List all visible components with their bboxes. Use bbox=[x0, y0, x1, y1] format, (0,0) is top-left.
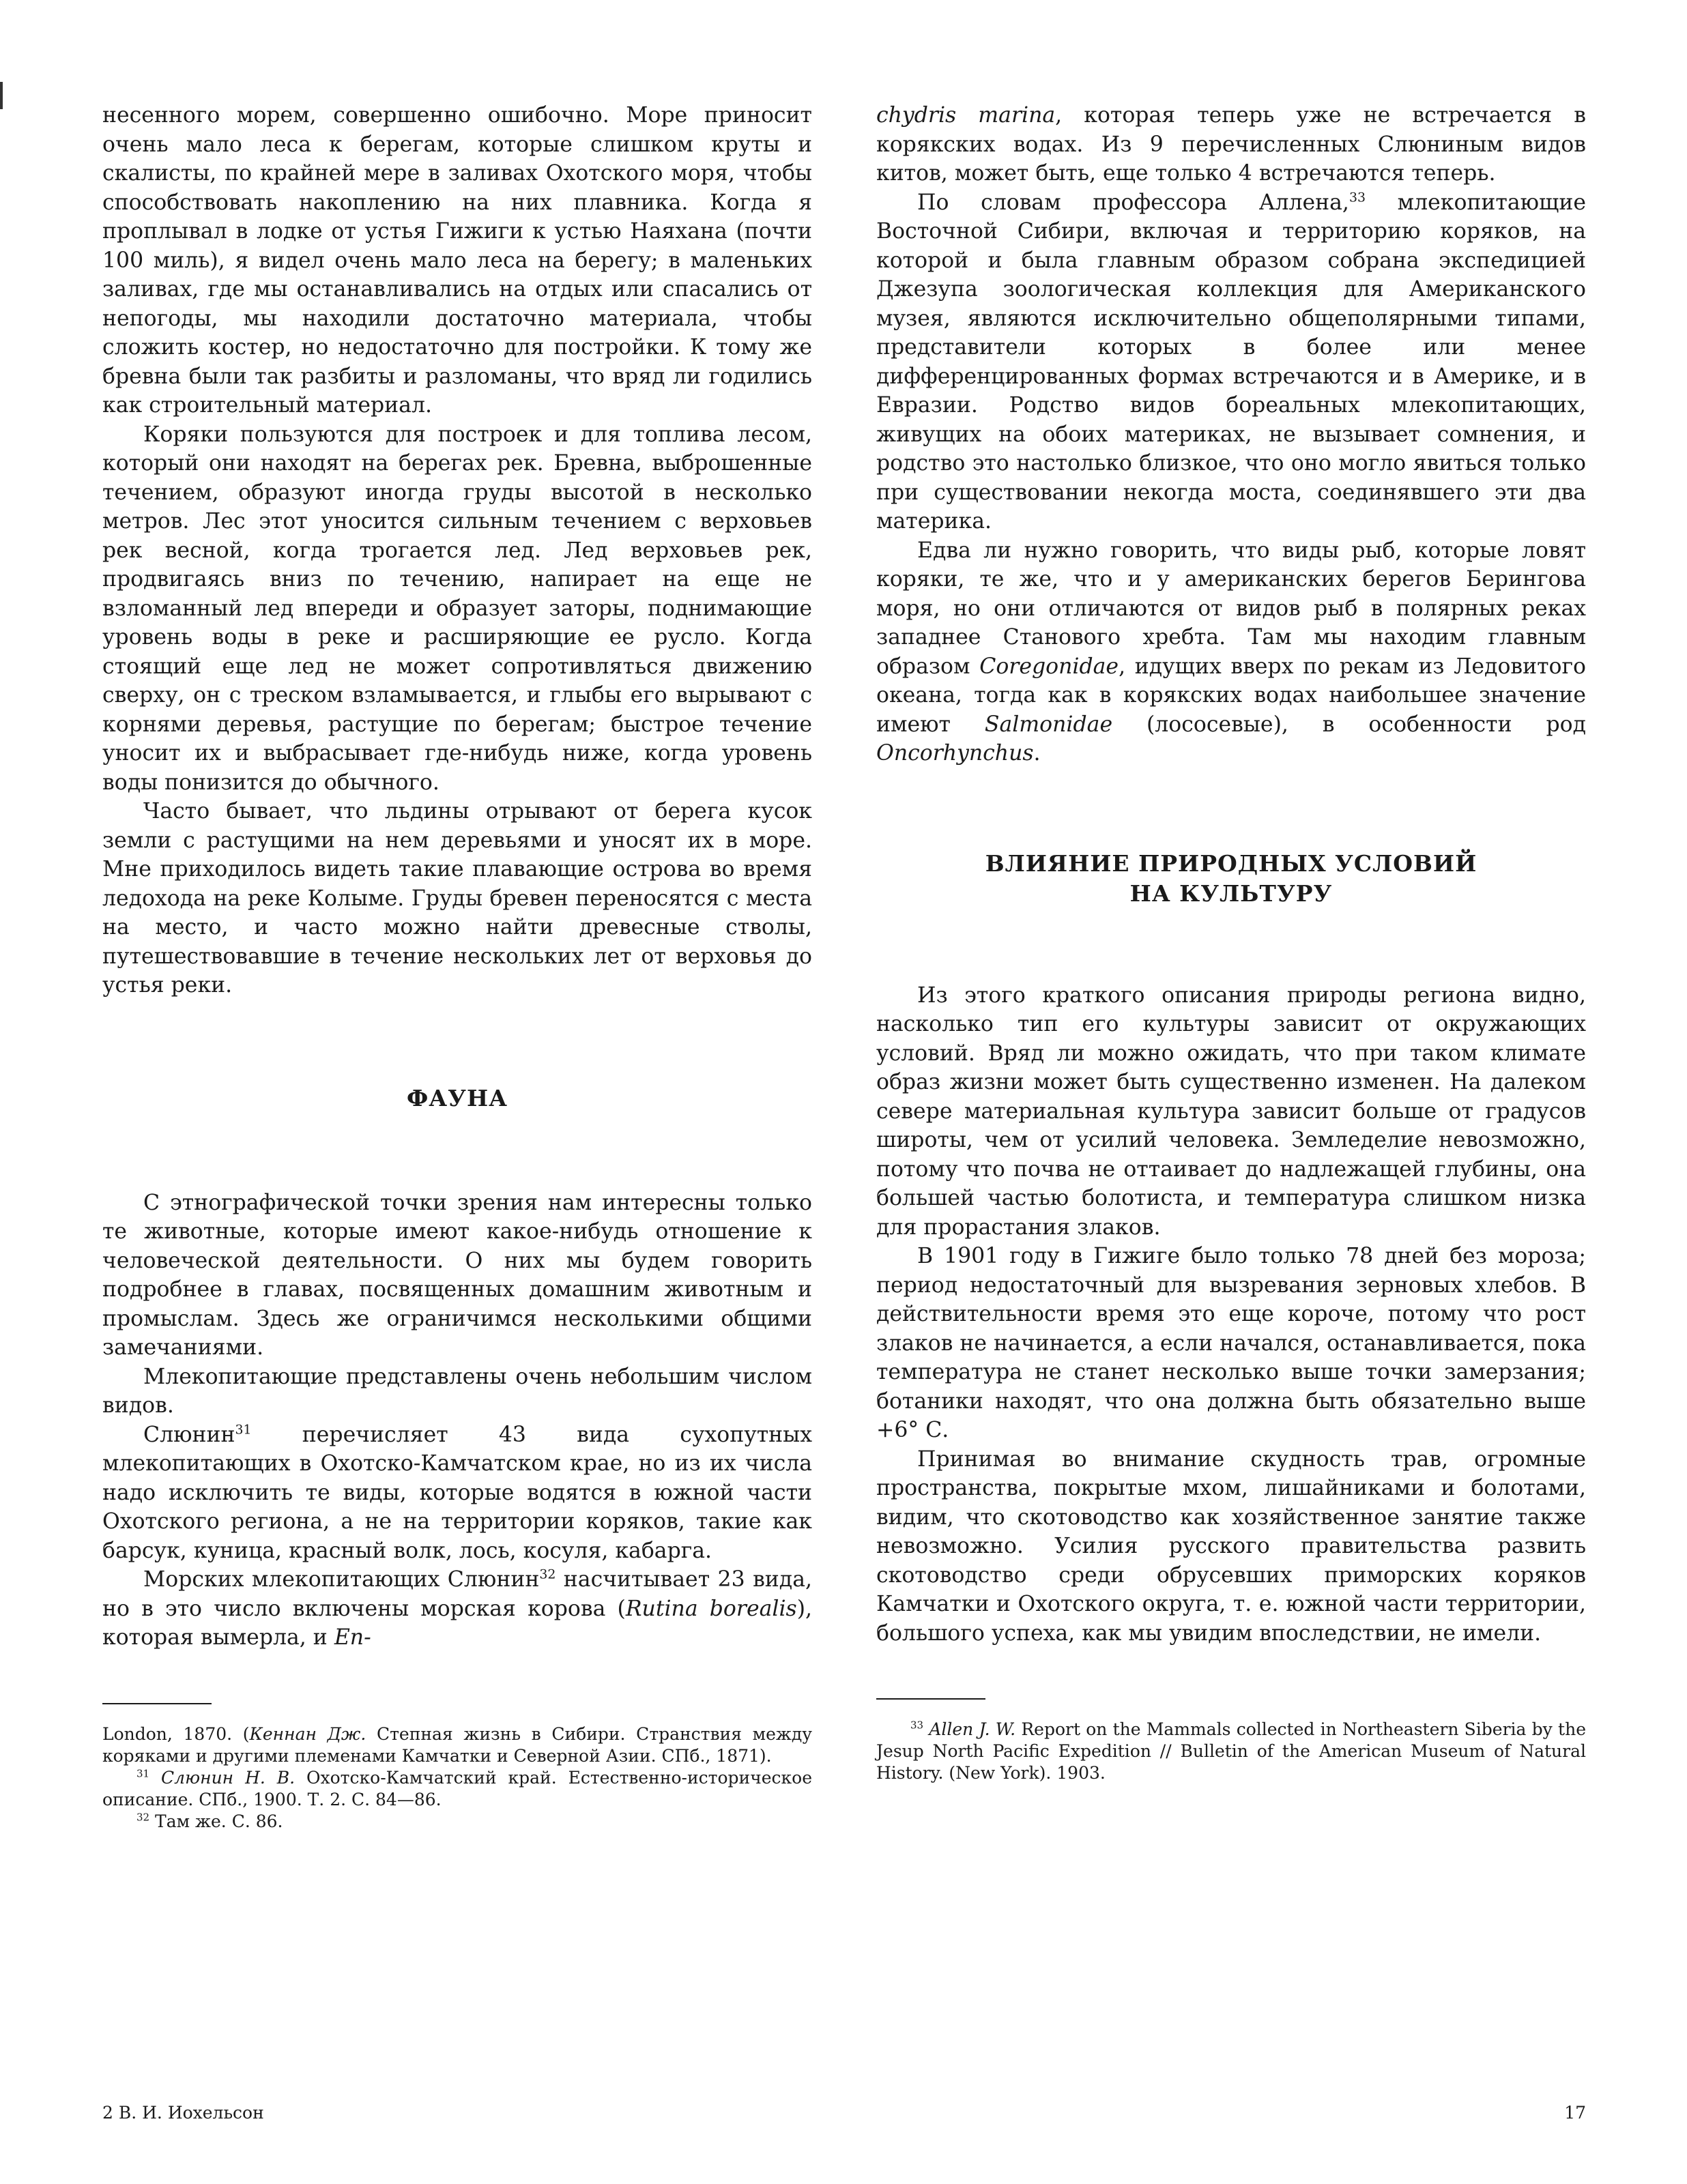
latin-name: Oncorhynchus bbox=[876, 741, 1034, 766]
text-span: (лососевые), в особенности род bbox=[1112, 712, 1586, 737]
text-span: перечисляет 43 вида сухопутных млекопитающих в Охотско-Камчатском крае, но из их числа надо исключить те виды, которые водятся в южной части Охотского региона, а не на территории коряков, такие как барсук, куница, красный волк, лось, косуля, кабарга. bbox=[102, 1422, 812, 1563]
text-span: Морских млекопитающих Слюнин bbox=[143, 1567, 540, 1592]
paragraph-whales bbox=[876, 101, 1586, 188]
latin-name: Salmonidae bbox=[984, 712, 1113, 737]
paragraph-driftwood-continued: несенного морем, совершенно ошибочно. Море приносит очень мало леса к берегам, которые слишком круты и скалисты, по крайней мере в заливах Охотского моря, чтобы способствовать накоплению на них плавника. Когда я проплывал в лодке от устья Гижиги к устью Наяхана (почти 100 миль), я видел очень мало леса на берегу; в маленьких заливах, где мы останавливались на отдых или спасались от непогоды, мы находили достаточно материала, чтобы сложить костер, но недостаточно для постройки. К тому же бревна были так разбиты и разломаны, что вряд ли годились как строительный материал. bbox=[102, 103, 812, 418]
text-span: . bbox=[1033, 741, 1041, 766]
latin-name: Coregonidae bbox=[979, 654, 1119, 679]
footnote-ref-31: 31 bbox=[235, 1422, 252, 1437]
right-column bbox=[876, 101, 1586, 1784]
section-heading-fauna: ФАУНА bbox=[406, 1084, 508, 1111]
footnote-number: 31 bbox=[136, 1767, 150, 1780]
heading-line: НА КУЛЬТУРУ bbox=[1129, 879, 1333, 907]
text-span: По словам профессора Аллена, bbox=[917, 190, 1349, 215]
author-name: Allen J. W. bbox=[929, 1719, 1016, 1739]
footnote-ref-33: 33 bbox=[1349, 190, 1366, 205]
paragraph-culture-intro: Из этого краткого описания природы региона видно, насколько тип его культуры зависит от окружающих условий. Вряд ли можно ожидать, что при таком климате образ жизни может быть существенно изменен. На далеком севере материальная культура зависит больше от градусов широты, чем от усилий человека. Земледелие невозможно, потому что почва не оттаивает до надлежащей глубины, она большей частью болотиста, и температура слишком низка для прорастания злаков. bbox=[876, 982, 1586, 1240]
latin-name: Rutina borealis bbox=[625, 1596, 797, 1621]
scan-edge-mark bbox=[0, 82, 3, 109]
paragraph-fish bbox=[876, 536, 1586, 768]
paragraph-fauna-intro: С этнографической точки зрения нам интересны только те животные, которые имеют какое-нибудь отношение к человеческой деятельности. О них мы будем говорить подробнее в главах, посвященных домашним животным и промыслам. Здесь же ограничимся несколькими общими замечаниями. bbox=[102, 1190, 812, 1360]
text-span: Охотско-Камчатский край. Естественно-историческое описание. СПб., 1900. Т. 2. С. 84—86. bbox=[102, 1767, 812, 1809]
text-span: млекопитающие Восточной Сибири, включая и территорию коряков, на которой и была главным образом собрана экспедицией Джезупа зоологическая коллекция для Американского музея, являются исключительно общеполярными типами, представители которых в более или менее дифференцированных формах встречаются и в Америке, и в Евразии. Родство видов бореальных млекопитающих, живущих на обоих материках, не вызывает сомнения, и родство это настолько близкое, что оно могло явиться только при существовании некогда моста, соединявшего эти два материка. bbox=[876, 190, 1586, 534]
text-span: Степная жизнь в Сибири. Странствия между коряками и другими племенами Камчатки и Северной Азии. СПб., 1871). bbox=[102, 1723, 812, 1766]
text-span: Report on the Mammals collected in Northeastern Siberia by the Jesup North Pacific Expedition // Bulletin of the American Museum of Natural History. (New York). 1903. bbox=[876, 1719, 1586, 1783]
footnotes-right bbox=[876, 1719, 1586, 1784]
text-span: , идущих вверх по рекам из Ледовитого океана, тогда как в корякских водах наибольшее значение имеют bbox=[876, 654, 1586, 737]
footnote-number: 32 bbox=[136, 1811, 150, 1824]
footnote-number: 33 bbox=[910, 1719, 924, 1732]
author-name: Слюнин bbox=[143, 1422, 235, 1447]
paragraph-allen bbox=[876, 188, 1586, 536]
culture-body-text bbox=[876, 981, 1586, 1648]
author-name: Кеннан Дж. bbox=[249, 1723, 366, 1744]
paragraph-sea-mammals bbox=[102, 1565, 812, 1652]
latin-name: chydris marina bbox=[876, 103, 1056, 128]
paragraph-land-mammals bbox=[102, 1421, 812, 1566]
text-span: Едва ли нужно говорить, что виды рыб, которые ловят коряки, те же, что и у американских берегов Берингова моря, но они отличаются от видов рыб в полярных реках западнее Станового хребта. Там мы находим главным образом bbox=[876, 538, 1586, 679]
author-name: Слюнин Н. В. bbox=[161, 1767, 295, 1788]
heading-line: ВЛИЯНИЕ ПРИРОДНЫХ УСЛОВИЙ bbox=[985, 849, 1477, 877]
paragraph-mammals: Млекопитающие представлены очень небольшим числом видов. bbox=[102, 1364, 812, 1418]
text-span: London, 1870. ( bbox=[102, 1723, 250, 1744]
paragraph-frost-days: В 1901 году в Гижиге было только 78 дней без мороза; период недостаточный для вызревания зерновых хлебов. В действительности время это еще короче, потому что рост злаков не начинается, а если начался, останавливается, пока температура не станет несколько выше точки замерзания; ботаники находят, что она должна быть обязательно выше +6° С. bbox=[876, 1244, 1586, 1442]
right-body-text bbox=[876, 101, 1586, 768]
page-number: 17 bbox=[1564, 2103, 1586, 2123]
footnote-31 bbox=[102, 1767, 812, 1811]
text-span: , которая теперь уже не встречается в корякских водах. Из 9 перечисленных Слюниным видов китов, может быть, еще только 4 встречаются теперь. bbox=[876, 103, 1586, 186]
left-body-text bbox=[102, 101, 812, 1000]
section-heading-nature-culture bbox=[876, 849, 1586, 909]
paragraph-floating-islands: Часто бывает, что льдины отрывают от берега кусок земли с растущими на нем деревьями и уносят их в море. Мне приходилось видеть такие плавающие острова во время ледохода на реке Колыме. Груды бревен переносятся с места на место, и часто можно найти древесные стволы, путешествовавшие в течение нескольких лет от верховья до устья реки. bbox=[102, 799, 812, 998]
footnotes-left bbox=[102, 1723, 812, 1833]
text-span: ), которая вымерла, и bbox=[102, 1596, 813, 1650]
footnote-continued bbox=[102, 1723, 812, 1767]
text-span: насчитывает 23 вида, но в это число включены морская корова ( bbox=[102, 1567, 812, 1621]
footer-signature: 2 В. И. Иохельсон bbox=[102, 2103, 264, 2123]
latin-name: En- bbox=[334, 1625, 371, 1650]
paragraph-koryak-wood: Коряки пользуются для построек и для топлива лесом, который они находят на берегах рек. Бревна, выброшенные течением, образуют иногда груды высотой в несколько метров. Лес этот уносится сильным течением с верховьев рек весной, когда трогается лед. Лед верховьев рек, продвигаясь вниз по течению, напирает на еще не взломанный лед впереди и образует заторы, поднимающие уровень воды в реке и расширяющие ее русло. Когда стоящий еще лед не может сопротивляться движению сверху, он с треском взламывается, и глыбы его вырывают с корнями деревья, растущие по берегам; быстрое течение уносит их и выбрасывает где-нибудь ниже, когда уровень воды понизится до обычного. bbox=[102, 422, 812, 795]
footnote-ref-32: 32 bbox=[539, 1567, 556, 1582]
fauna-body-text bbox=[102, 1189, 812, 1652]
text-span: Там же. С. 86. bbox=[149, 1811, 283, 1831]
footnote-33 bbox=[876, 1719, 1586, 1784]
footnote-32 bbox=[102, 1811, 812, 1833]
paragraph-cattle: Принимая во внимание скудность трав, огромные пространства, покрытые мхом, лишайниками и болотами, видим, что скотоводство как хозяйственное занятие также невозможно. Усилия русского правительства развить скотоводство среди обрусевших приморских коряков Камчатки и Охотского округа, т. е. южной части территории, большого успеха, как мы увидим впоследствии, не имели. bbox=[876, 1446, 1586, 1646]
left-column bbox=[102, 101, 812, 1833]
